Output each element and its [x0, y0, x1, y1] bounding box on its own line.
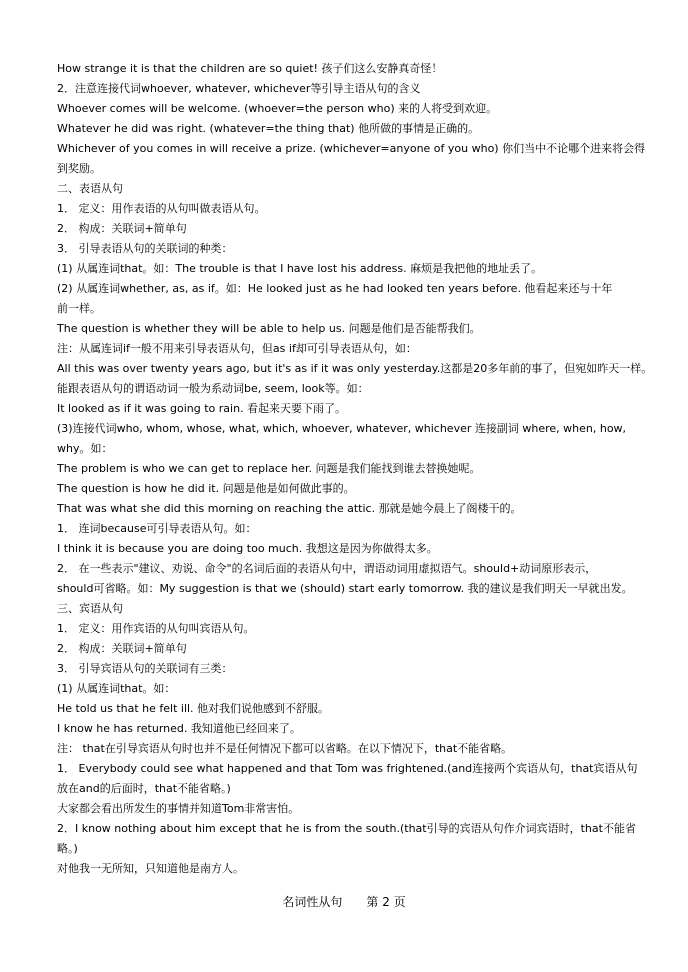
- text-line: The problem is who we can get to replace her. 问题是我们能找到谁去替换她呢。: [57, 462, 481, 475]
- text-line: why。如：: [57, 442, 113, 455]
- text-line: 2． 构成：关联词+简单句: [57, 222, 187, 235]
- text-line: I know he has returned. 我知道他已经回来了。: [57, 722, 301, 735]
- text-line: (3)连接代词who, whom, whose, what, which, whoever, whatever, whichever 连接副词 where, when, how,: [57, 422, 627, 435]
- text-line: He told us that he felt ill. 他对我们说他感到不舒服。: [57, 702, 330, 715]
- text-line: 二、表语从句: [57, 182, 123, 195]
- text-line: (2) 从属连词whether, as, as if。如：He looked just as he had looked ten years before. 他看起来还与十年: [57, 282, 613, 295]
- text-line: 注： that在引导宾语从句时也并不是任何情况下都可以省略。在以下情况下，that不能省略。: [57, 742, 513, 755]
- text-line: 对他我一无所知，只知道他是南方人。: [57, 862, 244, 875]
- text-line: 1． 定义：用作宾语的从句叫宾语从句。: [57, 622, 255, 635]
- text-line: How strange it is that the children are so quiet! 孩子们这么安静真奇怪！: [57, 62, 443, 75]
- text-line: 2．注意连接代词whoever, whatever, whichever等引导主语从句的含义: [57, 82, 421, 95]
- footer-title: 名词性从句: [282, 895, 343, 909]
- text-line: 略。): [57, 842, 78, 855]
- text-line: 能跟表语从句的谓语动词一般为系动词be, seem, look等。如：: [57, 382, 369, 395]
- text-line: Whatever he did was right. (whatever=the thing that) 他所做的事情是正确的。: [57, 122, 480, 135]
- text-line: should可省略。如：My suggestion is that we (should) start early tomorrow. 我的建议是我们明天一早就出发。: [57, 582, 633, 595]
- text-line: 放在and的后面时，that不能省略。): [57, 782, 231, 795]
- text-line: 2． 构成：关联词+简单句: [57, 642, 187, 655]
- text-line: Whoever comes will be welcome. (whoever=the person who) 来的人将受到欢迎。: [57, 102, 498, 115]
- text-line: 到奖励。: [57, 162, 101, 175]
- text-line: (1) 从属连词that。如：The trouble is that I have lost his address. 麻烦是我把他的地址丢了。: [57, 262, 543, 275]
- text-line: 3． 引导宾语从句的关联词有三类：: [57, 662, 233, 675]
- text-line: The question is how he did it. 问题是他是如何做此事的。: [57, 482, 355, 495]
- text-line: (1) 从属连词that。如：: [57, 682, 176, 695]
- text-line: All this was over twenty years ago, but it's as if it was only yesterday.这都是20多年前的事了，但宛如昨天一样。: [57, 362, 653, 375]
- page-footer: [0, 892, 688, 912]
- text-line: 注：从属连词if一般不用来引导表语从句，但as if却可引导表语从句，如：: [57, 342, 417, 355]
- text-line: Whichever of you comes in will receive a prize. (whichever=anyone of you who) 你们当中不论哪个进来将会得: [57, 142, 646, 155]
- text-line: 2．I know nothing about him except that he is from the south.(that引导的宾语从句作介词宾语时，that不能省: [57, 822, 636, 835]
- text-line: 三、宾语从句: [57, 602, 123, 615]
- text-line: It looked as if it was going to rain. 看起来天要下雨了。: [57, 402, 347, 415]
- document-body: [57, 59, 653, 879]
- text-line: 3． 引导表语从句的关联词的种类：: [57, 242, 233, 255]
- text-line: 2． 在一些表示"建议、劝说、命令"的名词后面的表语从句中，谓语动词用虚拟语气。should+动词原形表示，: [57, 562, 597, 575]
- text-line: 大家都会看出所发生的事情并知道Tom非常害怕。: [57, 802, 300, 815]
- text-line: 1． 定义：用作表语的从句叫做表语从句。: [57, 202, 266, 215]
- text-line: The question is whether they will be able to help us. 问题是他们是否能帮我们。: [57, 322, 481, 335]
- text-line: 1． Everybody could see what happened and that Tom was frightened.(and连接两个宾语从句，that宾语从句: [57, 762, 638, 775]
- text-line: 1． 连词because可引导表语从句。如：: [57, 522, 257, 535]
- text-line: I think it is because you are doing too much. 我想这是因为你做得太多。: [57, 542, 438, 555]
- footer-page-number: 第 2 页: [366, 895, 406, 909]
- text-line: That was what she did this morning on reaching the attic. 那就是她今晨上了阁楼干的。: [57, 502, 522, 515]
- text-line: 前一样。: [57, 302, 101, 315]
